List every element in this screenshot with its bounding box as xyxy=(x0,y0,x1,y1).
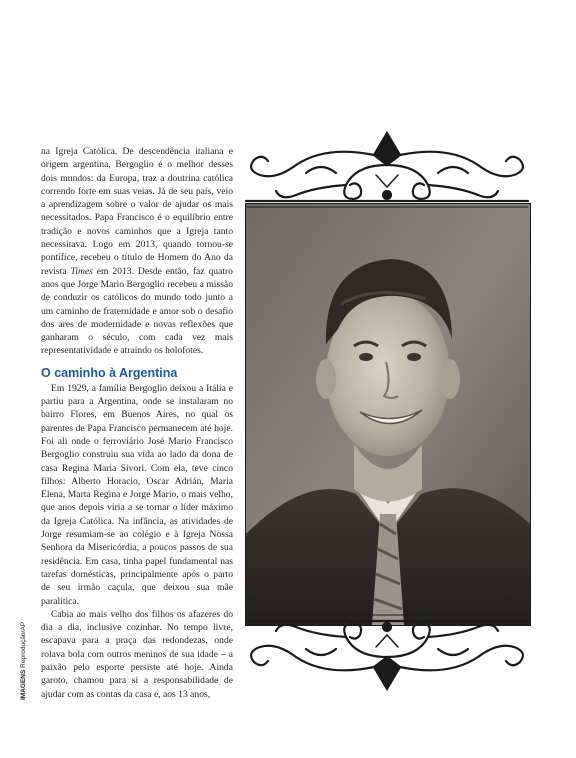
article-column xyxy=(41,145,233,701)
bottom-ornament xyxy=(236,607,538,697)
credit-text: Reprodução/AP xyxy=(20,621,27,670)
image-credit xyxy=(20,622,27,700)
body-paragraph: Cabia ao mais velho dos filhos os afazeres do dia a dia, inclusive cozinhar. No tempo livre, escapava para a praça das redondezas, onde rolava bola com outros meninos de sua idade – a paixão pelo esporte persiste até hoje. Ainda garoto, chamou para si a responsabilidade de ajudar com as contas da casa e, aos 13 anos, xyxy=(41,608,233,700)
section-heading: O caminho à Argentina xyxy=(41,365,178,380)
portrait-photo xyxy=(245,203,531,626)
photo-frame xyxy=(236,125,538,670)
body-paragraph: Em 1929, a família Bergoglio deixou a Itália e partiu para a Argentina, onde se instalaram no bairro Flores, em Buenos Aires, no qual os parentes de Papa Francisco permanecem até hoje. Foi ali onde o ferroviário José Mario Francisco Bergoglio construiu sua vida ao lado da dona de casa Regina Maria Sivori. Com ela, teve cinco filhos: Alberto Horacio, Oscar Adrián, Maria Elena, Marta Regina e Jorge Mario, o mais velho, que anos depois viria a se tornar o líder máximo da Igreja Católica. Na infância, as atividades de Jorge resumiam-se ao colégio e à Igreja Nossa Senhora da Misericórdia, a poucos passos de sua residência. Em casa, tinha papel fundamental nas tarefas domésticas, principalmente após o parto de seu irmão caçula, que deixou sua mãe paralítica. xyxy=(41,382,233,607)
magazine-name: Times xyxy=(70,265,93,277)
credit-label: IMAGENS xyxy=(20,669,27,700)
intro-paragraph: na Igreja Católica. De descendência italiana e origem argentina, Bergoglio é o melhor desses dois mundos: da Europa, traz a doutrina católica correndo forte em suas veias. Já de seu país, veio a aprendizagem sobre o valor de ajudar os mais necessitados. Papa Francisco é o equilíbrio entre tradição e novos caminhos que a Igreja tanto necessitava. Logo em 2013, quando tornou-se pontífice, recebeu o título de Homem do Ano da revista Times em 2013. Desde então, faz quatro anos que Jorge Mario Bergoglio recebeu a missão de conduzir os católicos do mundo todo junto a um caminho de fraternidade e amor sob o desafio dos ares de modernidade e novas reflexões que ganharam o século, com cada vez mais representatividade e atraindo os holofotes. xyxy=(41,146,233,357)
top-ornament xyxy=(236,125,538,215)
